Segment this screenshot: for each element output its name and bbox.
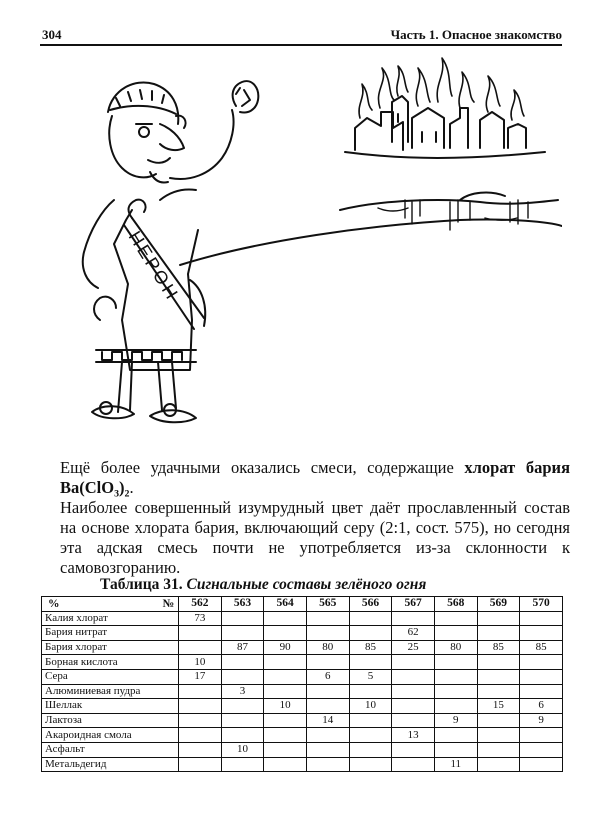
composition-cell: [179, 699, 222, 714]
table-row: [42, 640, 563, 655]
composition-cell: [349, 611, 392, 626]
table-caption-number: Таблица 31.: [100, 576, 183, 593]
table-row: [42, 713, 563, 728]
composition-cell: 11: [434, 757, 477, 772]
composition-cell: [477, 611, 520, 626]
composition-cell: [221, 728, 264, 743]
composition-cell: 17: [179, 669, 222, 684]
composition-cell: [221, 669, 264, 684]
composition-cell: 73: [179, 611, 222, 626]
column-header: 565: [306, 597, 349, 612]
composition-cell: [477, 742, 520, 757]
ingredient-name: Сера: [42, 669, 179, 684]
composition-cell: [477, 757, 520, 772]
composition-cell: [179, 684, 222, 699]
table-body: [42, 611, 563, 772]
number-sign-label: №: [162, 598, 174, 610]
table-header-row: [42, 597, 563, 612]
composition-cell: [392, 611, 435, 626]
composition-cell: [520, 757, 563, 772]
table-row: [42, 728, 563, 743]
composition-cell: [392, 669, 435, 684]
table-caption: [100, 576, 426, 594]
composition-cell: [477, 684, 520, 699]
ingredient-name: Асфальт: [42, 742, 179, 757]
composition-cell: [434, 655, 477, 670]
composition-cell: [392, 742, 435, 757]
composition-cell: [349, 757, 392, 772]
composition-cell: [434, 742, 477, 757]
composition-cell: 10: [264, 699, 307, 714]
table-row: [42, 669, 563, 684]
column-header: 569: [477, 597, 520, 612]
composition-cell: [264, 713, 307, 728]
composition-cell: [179, 728, 222, 743]
composition-cell: [221, 611, 264, 626]
composition-cell: [477, 626, 520, 641]
composition-cell: 80: [434, 640, 477, 655]
shoreline: [180, 193, 562, 265]
column-header: 566: [349, 597, 392, 612]
composition-cell: [221, 655, 264, 670]
percent-label: %: [48, 598, 60, 610]
composition-cell: 62: [392, 626, 435, 641]
composition-cell: [520, 655, 563, 670]
composition-cell: 85: [349, 640, 392, 655]
composition-cell: [264, 742, 307, 757]
composition-cell: [434, 699, 477, 714]
composition-cell: [477, 713, 520, 728]
composition-cell: [477, 655, 520, 670]
composition-cell: [349, 684, 392, 699]
nero-burning-city-illustration: [40, 50, 562, 442]
running-header: [40, 26, 562, 46]
composition-cell: [477, 669, 520, 684]
ingredient-name: Калия хлорат: [42, 611, 179, 626]
table-row: [42, 611, 563, 626]
composition-cell: [264, 611, 307, 626]
composition-cell: [349, 713, 392, 728]
column-header: 564: [264, 597, 307, 612]
composition-cell: [306, 655, 349, 670]
column-header: 570: [520, 597, 563, 612]
flames: [359, 58, 524, 120]
composition-cell: [179, 757, 222, 772]
composition-cell: 5: [349, 669, 392, 684]
composition-cell: [434, 669, 477, 684]
composition-cell: [392, 757, 435, 772]
composition-cell: 3: [221, 684, 264, 699]
composition-cell: [349, 742, 392, 757]
composition-cell: [306, 742, 349, 757]
composition-cell: [434, 611, 477, 626]
composition-cell: 87: [221, 640, 264, 655]
composition-cell: [392, 713, 435, 728]
composition-cell: [264, 669, 307, 684]
composition-cell: [434, 728, 477, 743]
composition-cell: 85: [477, 640, 520, 655]
composition-cell: [477, 728, 520, 743]
column-header: 567: [392, 597, 435, 612]
composition-cell: 6: [520, 699, 563, 714]
composition-cell: [221, 699, 264, 714]
composition-cell: 10: [179, 655, 222, 670]
table-row: [42, 655, 563, 670]
ingredient-name: Бария нитрат: [42, 626, 179, 641]
paragraph-1-text: Ещё более удачными оказались смеси, содержащие: [60, 458, 465, 477]
column-header: 562: [179, 597, 222, 612]
composition-cell: 14: [306, 713, 349, 728]
composition-cell: 13: [392, 728, 435, 743]
composition-cell: [179, 742, 222, 757]
paragraph-1: [60, 458, 570, 498]
table-row: [42, 757, 563, 772]
table-row: [42, 684, 563, 699]
composition-cell: 10: [221, 742, 264, 757]
composition-cell: [306, 728, 349, 743]
composition-cell: [264, 655, 307, 670]
composition-cell: [520, 669, 563, 684]
composition-cell: [306, 757, 349, 772]
composition-cell: [306, 611, 349, 626]
composition-cell: [221, 626, 264, 641]
composition-cell: [179, 640, 222, 655]
composition-cell: 90: [264, 640, 307, 655]
composition-cell: [392, 699, 435, 714]
composition-cell: [264, 626, 307, 641]
composition-cell: [221, 713, 264, 728]
composition-cell: 25: [392, 640, 435, 655]
composition-cell: [520, 742, 563, 757]
composition-cell: [221, 757, 264, 772]
composition-cell: [392, 655, 435, 670]
composition-cell: [520, 728, 563, 743]
composition-cell: [306, 684, 349, 699]
burning-city: [345, 96, 545, 158]
barium-chlorate-formula: хлорат бария Ba(ClO₃)₂: [60, 458, 570, 497]
composition-cell: 10: [349, 699, 392, 714]
sash-lettering: НЕРОН: [124, 227, 184, 305]
composition-cell: [392, 684, 435, 699]
ingredient-name: Шеллак: [42, 699, 179, 714]
header-corner-cell: [42, 597, 179, 612]
composition-cell: [306, 699, 349, 714]
composition-cell: [264, 684, 307, 699]
ingredient-name: Алюминиевая пудра: [42, 684, 179, 699]
ingredient-name: Борная кислота: [42, 655, 179, 670]
composition-cell: [349, 626, 392, 641]
composition-cell: 80: [306, 640, 349, 655]
composition-cell: [520, 626, 563, 641]
table-row: [42, 626, 563, 641]
composition-cell: 9: [520, 713, 563, 728]
table-row: [42, 742, 563, 757]
composition-cell: [349, 728, 392, 743]
table-caption-title: Сигнальные составы зелёного огня: [186, 576, 427, 593]
paragraph-1-end: .: [129, 478, 134, 497]
composition-cell: 15: [477, 699, 520, 714]
composition-cell: [179, 713, 222, 728]
composition-cell: [434, 684, 477, 699]
ingredient-name: Акароидная смола: [42, 728, 179, 743]
composition-cell: [179, 626, 222, 641]
paragraph-2: Наиболее совершенный изумрудный цвет даёт прославленный состав на основе хлората бария, включающий серу (2:1, сост. 575), но сегодня эта адская смесь почти не употребляется из-за склонности к самовозгоранию.: [60, 498, 570, 577]
column-header: 568: [434, 597, 477, 612]
ingredient-name: Лактоза: [42, 713, 179, 728]
page-number: 304: [42, 27, 62, 42]
composition-cell: 6: [306, 669, 349, 684]
composition-cell: [264, 728, 307, 743]
ingredient-name: Метальдегид: [42, 757, 179, 772]
composition-cell: [434, 626, 477, 641]
composition-cell: [349, 655, 392, 670]
composition-cell: [306, 626, 349, 641]
composition-cell: 85: [520, 640, 563, 655]
chapter-title: Часть 1. Опасное знакомство: [390, 27, 562, 42]
composition-cell: [520, 611, 563, 626]
composition-cell: 9: [434, 713, 477, 728]
composition-cell: [520, 684, 563, 699]
green-fire-compositions-table: [41, 596, 563, 772]
table-row: [42, 699, 563, 714]
composition-cell: [264, 757, 307, 772]
column-header: 563: [221, 597, 264, 612]
ingredient-name: Бария хлорат: [42, 640, 179, 655]
